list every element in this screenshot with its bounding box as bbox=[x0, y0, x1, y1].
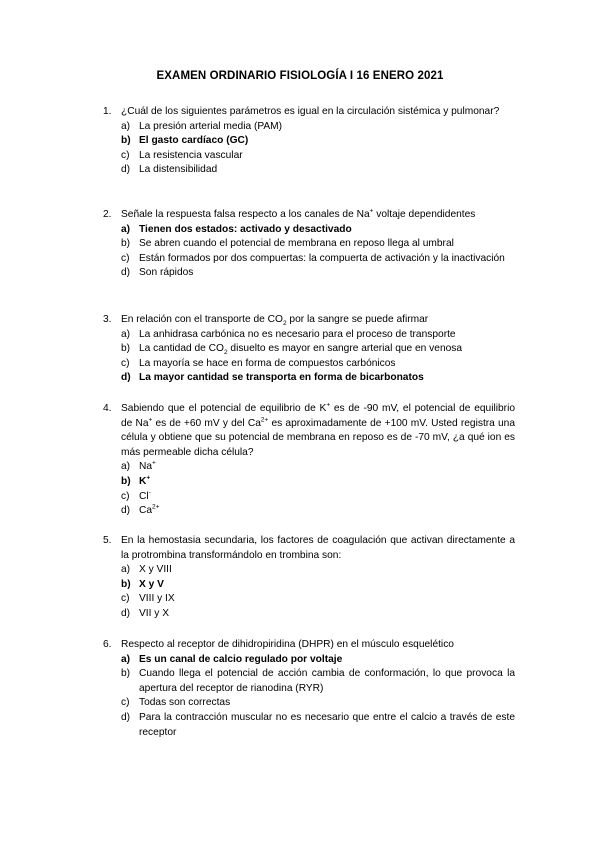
question-stem bbox=[103, 638, 515, 653]
question-text: Señale la respuesta falsa respecto a los canales de Na+ voltaje dependidentes bbox=[121, 207, 476, 220]
question-number: 3. bbox=[103, 314, 112, 325]
question-number: 2. bbox=[103, 209, 112, 220]
option-letter: b) bbox=[121, 668, 131, 680]
question-stem bbox=[103, 402, 515, 460]
question-text: En relación con el transporte de $CO_2$ por la sangre se puede afirmar bbox=[121, 314, 429, 328]
option-a bbox=[121, 328, 515, 343]
option-letter: d) bbox=[121, 607, 131, 619]
question-stem bbox=[103, 208, 515, 223]
option-letter: b) bbox=[121, 238, 131, 250]
question-4 bbox=[103, 402, 515, 519]
option-text: Na+ bbox=[139, 459, 156, 473]
option-letter: b) bbox=[121, 475, 131, 487]
option-letter: d) bbox=[121, 267, 131, 279]
option-text: Todas son correctas bbox=[139, 697, 231, 709]
question-stem bbox=[103, 313, 515, 328]
option-text: Para la contracción muscular no es necesario que entre el calcio a través de este receptor bbox=[139, 711, 515, 738]
option-d bbox=[121, 371, 515, 386]
option-letter: d) bbox=[121, 164, 131, 176]
question-3 bbox=[103, 313, 515, 386]
exam-title: EXAMEN ORDINARIO FISIOLOGÍA I 16 ENERO 2021 bbox=[156, 70, 444, 82]
option-letter: d) bbox=[121, 372, 131, 384]
question-text: Respecto al receptor de dihidropiridina (DHPR) en el músculo esquelético bbox=[121, 639, 454, 650]
option-text: K+ bbox=[139, 474, 151, 487]
option-a bbox=[121, 120, 515, 135]
option-letter: c) bbox=[121, 149, 130, 161]
option-a bbox=[121, 460, 515, 475]
option-text: $Ca^{2+}$ bbox=[139, 503, 160, 517]
option-text: La presión arterial media (PAM) bbox=[139, 120, 283, 132]
question-6 bbox=[103, 638, 515, 740]
option-d bbox=[121, 504, 515, 519]
option-a bbox=[121, 653, 515, 668]
option-text: Es un canal de calcio regulado por voltaje bbox=[139, 653, 343, 665]
option-letter: a) bbox=[121, 223, 131, 235]
question-2 bbox=[103, 208, 515, 281]
option-letter: a) bbox=[121, 328, 131, 340]
option-d bbox=[121, 607, 515, 622]
option-text: La distensibilidad bbox=[139, 164, 218, 176]
option-letter: b) bbox=[121, 343, 131, 355]
option-letter: a) bbox=[121, 653, 131, 665]
option-b bbox=[121, 237, 515, 252]
option-letter: a) bbox=[121, 564, 131, 576]
option-letter: b) bbox=[121, 578, 131, 590]
option-a bbox=[121, 563, 515, 578]
option-letter: d) bbox=[121, 711, 131, 723]
option-b bbox=[121, 578, 515, 593]
question-5 bbox=[103, 534, 515, 622]
option-a bbox=[121, 223, 515, 238]
option-text: VIII y IX bbox=[139, 593, 175, 605]
option-text: X y V bbox=[139, 578, 164, 590]
option-text: El gasto cardíaco (GC) bbox=[139, 135, 249, 147]
option-c bbox=[121, 252, 515, 267]
option-text: X y VIII bbox=[139, 564, 172, 576]
option-b bbox=[121, 134, 515, 149]
option-c bbox=[121, 149, 515, 164]
option-letter: a) bbox=[121, 461, 131, 473]
option-b bbox=[121, 667, 515, 696]
option-c bbox=[121, 357, 515, 372]
question-text: En la hemostasia secundaria, los factores de coagulación que activan directamente a la protrombina transformándolo en trombina son: bbox=[121, 535, 515, 561]
option-text: La mayor cantidad se transporta en forma de bicarbonatos bbox=[139, 372, 424, 384]
option-letter: c) bbox=[121, 490, 130, 502]
option-c bbox=[121, 696, 515, 711]
question-1 bbox=[103, 105, 515, 178]
option-b bbox=[121, 475, 515, 490]
option-letter: c) bbox=[121, 357, 130, 369]
option-c bbox=[121, 490, 515, 505]
option-text: La cantidad de $CO_2$ disuelto es mayor en sangre arterial que en venosa bbox=[139, 343, 463, 357]
option-text: Cuando llega el potencial de acción cambia de conformación, lo que provoca la apertura del receptor de rianodina (RYR) bbox=[139, 668, 515, 694]
option-text: La anhidrasa carbónica no es necesario para el proceso de transporte bbox=[139, 328, 456, 340]
option-text: Están formados por dos compuertas: la compuerta de activación y la inactivación bbox=[139, 252, 505, 264]
option-text: Cl- bbox=[139, 489, 151, 502]
option-letter: d) bbox=[121, 505, 131, 517]
option-d bbox=[121, 266, 515, 281]
option-letter: a) bbox=[121, 120, 131, 132]
option-text: Se abren cuando el potencial de membrana en reposo llega al umbral bbox=[139, 238, 454, 250]
option-text: Son rápidos bbox=[139, 267, 194, 279]
question-text: ¿Cuál de los siguientes parámetros es igual en la circulación sistémica y pulmonar? bbox=[121, 106, 500, 117]
question-text: Sabiendo que el potencial de equilibrio de K+ es de -90 mV, el potencial de equilibrio de Na+ es de +60 mV y del $Ca^{2+}$ es aproximadamente de +100 mV. Usted registra una célula y obtiene que su potencial de membrana en reposo es de -70 mV, ¿a qué ion es más permeable dicha célula? bbox=[121, 401, 516, 458]
option-letter: c) bbox=[121, 593, 130, 605]
option-letter: c) bbox=[121, 697, 130, 709]
question-stem bbox=[103, 534, 515, 563]
question-number: 6. bbox=[103, 639, 112, 650]
option-text: La resistencia vascular bbox=[139, 149, 243, 161]
option-text: VII y X bbox=[139, 607, 170, 619]
option-d bbox=[121, 711, 515, 740]
option-b bbox=[121, 342, 515, 357]
option-letter: b) bbox=[121, 135, 131, 147]
question-number: 1. bbox=[103, 106, 112, 117]
option-c bbox=[121, 592, 515, 607]
option-text: La mayoría se hace en forma de compuestos carbónicos bbox=[139, 357, 396, 369]
option-text: Tienen dos estados: activado y desactivado bbox=[139, 223, 352, 235]
question-stem bbox=[103, 105, 515, 120]
question-number: 5. bbox=[103, 535, 112, 546]
option-d bbox=[121, 163, 515, 178]
question-number: 4. bbox=[103, 403, 112, 414]
option-letter: c) bbox=[121, 252, 130, 264]
